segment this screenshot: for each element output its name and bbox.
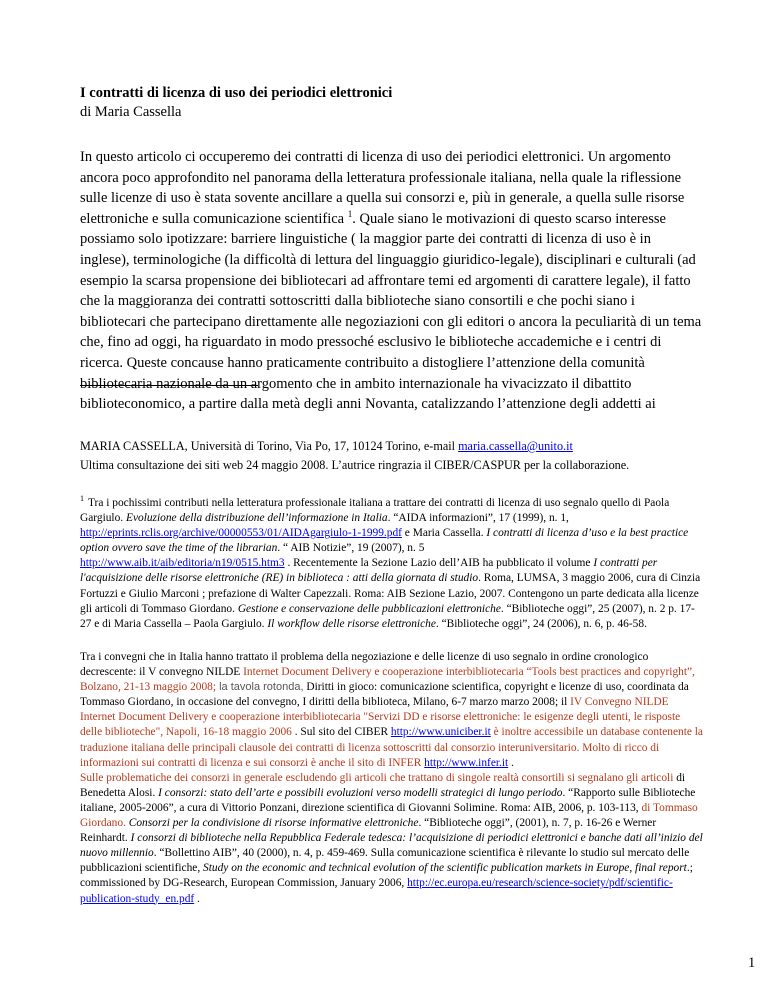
author-affiliation [80, 437, 704, 475]
footnote-highlight: Internet Document Delivery e cooperazione interbibliotecaria “Tools best practices and copyright”, Bolzano, 21-13 maggio 2008; [80, 666, 695, 694]
footnote-text: . “AIDA informazioni”, 17 (1999), n. 1, [387, 512, 569, 525]
footnote-text: Diritti in gioco: comunicazione scientifica, copyright e licenze di uso, coordinata da Tommaso Giordano, in occasione del convegno, I diritti della biblioteca, Milano, 6-7 marzo marzo 2008; il [80, 681, 689, 709]
footnote-italic: Study on the economic and technical evolution of the scientific publication markets in Europe, final report [203, 862, 687, 875]
footnote-text: di Benedetta Alosi. [80, 771, 686, 799]
footnote-ref[interactable]: 1 [347, 208, 353, 219]
footnote-link[interactable]: http://ec.europa.eu/research/science-society/pdf/scientific-publication-study_en.pdf [80, 877, 673, 905]
body-text-part-2: . Quale siano le motivazioni di questo scarso interesse possiamo solo ipotizzare: barriere linguistiche ( la maggior parte dei contratti di licenza di uso è in inglese), terminologiche (la difficoltà di lettura del linguaggio giuridico-legale), disciplinari e culturali (ad esempio la scarsa propensione dei bibliotecari ad affrontare temi ed argomenti di carattere legale), il fatto che la maggioranza dei contratti sottoscritti dalla biblioteche siano consortili e che pochi siano i bibliotecari che partecipano direttamente alle negoziazioni con gli editori o ancora la peculiarità di un tema che, fino ad oggi, ha riguardato in modo pressoché esclusivo le biblioteche accademiche e i centri di ricerca. Queste concause hanno praticamente contribuito a distogliere l’attenzione della comunità bibliotecaria nazionale da un argomento che in ambito internazionale ha vivacizzato il dibattito biblioteconomico, a partire dalla metà degli anni Novanta, catalizzando l’attenzione degli addetti ai [80, 210, 702, 413]
footnote-text: . “ AIB Notizie”, 19 (2007), n. 5 [277, 542, 425, 555]
footnote-text: . “Biblioteche oggi”, 24 (2006), n. 6, p. 46-58. [435, 617, 647, 630]
footnote-link[interactable]: http://www.aib.it/aib/editoria/n19/0515.htm3 [80, 557, 285, 570]
body-paragraph [80, 147, 704, 415]
footnote-separator [80, 385, 258, 386]
footnote-italic: I consorzi: stato dell’arte e possibili evoluzioni verso modelli strategici di lungo periodo [158, 786, 563, 799]
footnote-italic: Gestione e conservazione delle pubblicazioni elettroniche [237, 602, 501, 615]
footnote-text: . Roma, LUMSA, 3 maggio 2006, cura di Cinzia Fortuzzi e Giulio Marconi ; prefazione di Walter Capezzali. Roma: AIB Sezione Lazio, 2007. Contengono un parte dedicata alla licenze gli articoli di Tommaso Giordano. [80, 572, 701, 615]
footnote-italic: I contratti per l'acquisizione delle risorse elettroniche (RE) in biblioteca : atti della giornata di studio [80, 557, 658, 585]
footnote-text: . [194, 892, 200, 905]
footnote-1-continued [80, 650, 704, 907]
footnote-highlight: di Tommaso Giordano. [80, 801, 698, 830]
footnote-text: . Sul sito del CIBER [291, 726, 391, 739]
footnote-number: 1 [80, 494, 84, 504]
footnote-highlight: IV Convegno NILDE Internet Document Delivery e cooperazione interbibliotecaria "Servizi DD e risorse elettroniche: le esigenze degli utenti, le risposte delle biblioteche", Napoli, 16-18 maggio 2006 [80, 696, 681, 739]
article-header [80, 84, 700, 122]
footnote-text: e Maria Cassella. [401, 527, 487, 540]
footnote-text: . “Biblioteche oggi”, 25 (2007), n. 2 p. 17-27 e di Maria Cassella – Paola Gargiulo. [80, 602, 695, 630]
footnote-text: . “Biblioteche oggi”, (2001), n. 7, p. 16-26 e Werner Reinhardt. [80, 817, 657, 845]
footnote-text: Tra i pochissimi contributi nella letteratura professionale italiana a trattare dei contratti di licenza di uso segnalo quello di Paola Gargiulo. [80, 497, 670, 525]
page-number: 1 [748, 955, 756, 971]
footnote-italic: I contratti di licenza d’uso e la best practice option ovvero save the time of the librarian [80, 527, 689, 555]
article-byline: di Maria Cassella [80, 104, 182, 120]
body-text-part-1: In questo articolo ci occuperemo dei contratti di licenza di uso dei periodici elettronici. Un argomento ancora poco approfondito nel panorama della letteratura professionale italiana, nella quale la riflessione sulle licenze di uso è stata sovente ancillare a quella sui consorzi e, più in generale, a quella sulle risorse elettroniche e sulla comunicazione scientifica [80, 149, 685, 227]
footnote-1 [80, 496, 704, 632]
affiliation-note: Ultima consultazione dei siti web 24 maggio 2008. L’autrice ringrazia il CIBER/CASPUR per la collaborazione. [80, 458, 630, 472]
footnote-highlight: è inoltre accessibile un database contenente la traduzione italiana delle principali clausole dei contratti di licenza sottoscritti dal consorzio interuniversitario. Molto di ricco di informazioni sui contratti di licenza e sui consorzi è anche il sito di INFER [80, 726, 703, 769]
footnote-italic: Consorzi per la condivisione di risorse informative elettroniche [128, 817, 419, 830]
footnote-text: . “Rapporto sulle Biblioteche italiane, 2005-2006”, a cura di Vittorio Ponzani, direzione scientifica di Giovanni Solimine. Roma: AIB, 2006, p. 103-113, [80, 786, 696, 814]
footnote-link[interactable]: http://www.infer.it [424, 756, 509, 769]
footnote-text: . [508, 756, 514, 769]
footnote-italic: Evoluzione della distribuzione dell’informazione in Italia [125, 512, 388, 525]
footnote-sans-text: la tavola rotonda, [216, 681, 304, 694]
footnote-text: Tra i convegni che in Italia hanno trattato il problema della negoziazione e delle licenze di uso segnalo in ordine cronologico decrescente: il V convegno NILDE [80, 651, 649, 679]
footnote-italic: Il workflow delle risorse elettroniche [267, 617, 436, 630]
footnote-italic: I consorzi di biblioteche nella Repubblica Federale tedesca: l’acquisizione di periodici elettronici e banche dati all’inizio del nuovo millennio [80, 832, 703, 860]
footnote-text: . “Bollettino AIB”, 40 (2000), n. 4, p. 459-469. Sulla comunicazione scientifica è rilevante lo studio sul mercato delle pubblicazioni scientifiche, [80, 847, 690, 875]
footnote-highlight: Sulle problematiche dei consorzi in generale escludendo gli articoli che trattano di singole realtà consortili si segnalano gli articoli [80, 771, 674, 784]
footnote-text: . Recentemente la Sezione Lazio dell’AIB ha pubblicato il volume [284, 557, 594, 570]
article-title: I contratti di licenza di uso dei periodici elettronici [80, 85, 393, 101]
footnote-link[interactable]: http://eprints.rclis.org/archive/00000553/01/AIDAgargiulo-1-1999.pdf [80, 527, 402, 540]
affiliation-text: MARIA CASSELLA, Università di Torino, Via Po, 17, 10124 Torino, e-mail [80, 439, 459, 453]
footnote-link[interactable]: http://www.uniciber.it [390, 726, 491, 739]
footnote-text: .; commissioned by DG-Research, European Commission, January 2006, [80, 862, 693, 890]
author-email-link[interactable]: maria.cassella@unito.it [458, 439, 573, 453]
